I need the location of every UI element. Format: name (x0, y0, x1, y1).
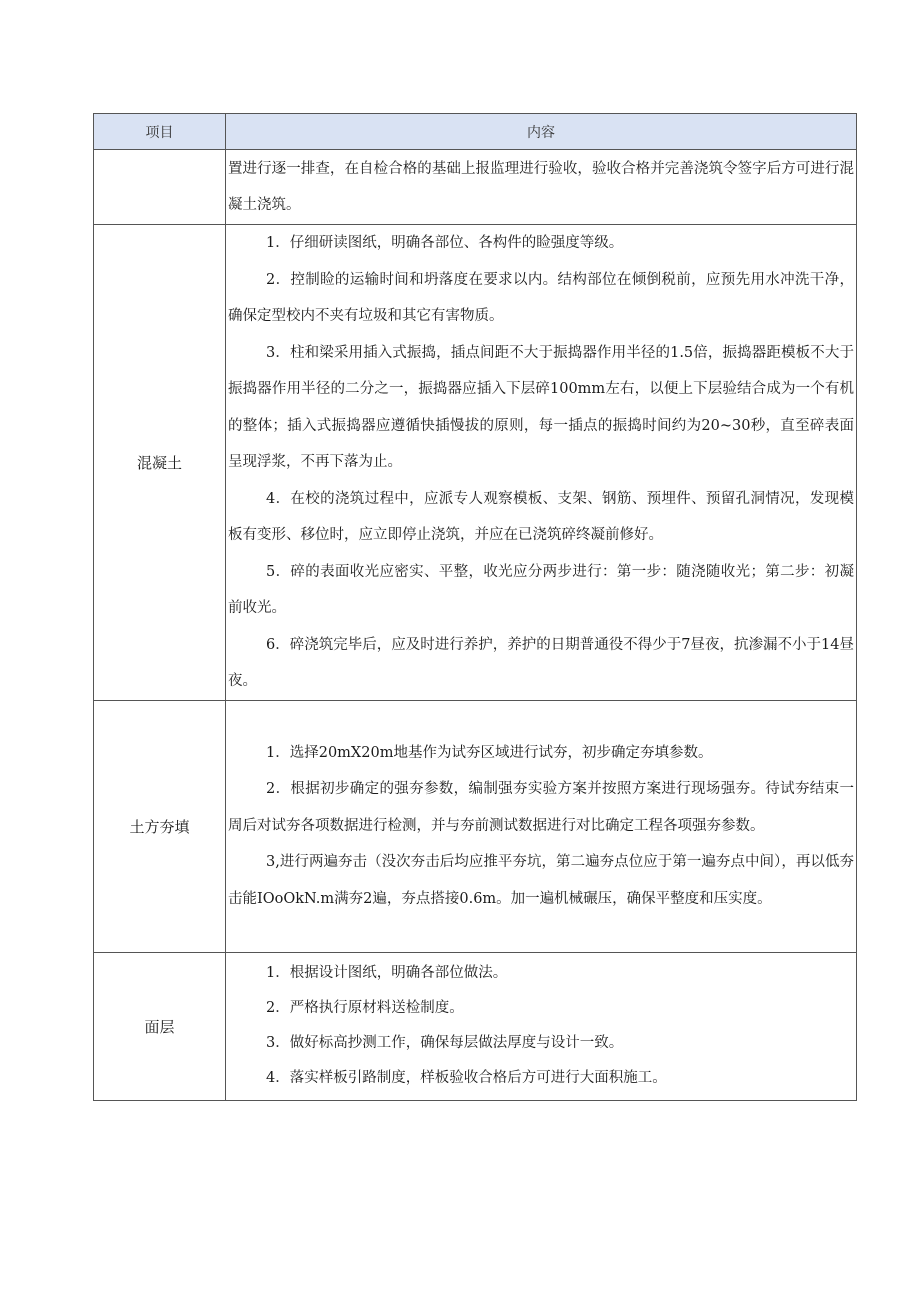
spec-table-sheet (93, 113, 856, 1101)
table-row-concrete (94, 225, 857, 701)
table-header-row (94, 114, 857, 150)
row-item-cell: 土方夯填 (94, 700, 226, 952)
table-row-continuation (94, 150, 857, 225)
row-item-cell: 面层 (94, 952, 226, 1100)
content-paragraph: 3．做好标高抄测工作，确保每层做法厚度与设计一致。 (266, 1035, 624, 1051)
row-item-cell: 混凝土 (94, 225, 226, 701)
content-paragraph: 1．根据设计图纸，明确各部位做法。 (266, 965, 508, 981)
table-row-earthwork (94, 700, 857, 952)
row-item-cell (94, 150, 226, 225)
content-paragraph: 1．选择20mX20m地基作为试夯区域进行试夯，初步确定夯填参数。 (266, 744, 713, 761)
content-paragraph: 3,进行两遍夯击（没次夯击后均应推平夯坑，第二遍夯点位应于第一遍夯点中间），再以低夯击能IOoOkN.m满夯2遍，夯点搭接0.6m。加一遍机械碾压，确保平整度和压实度。 (228, 854, 854, 907)
content-paragraph: 1．仔细研读图纸，明确各部位、各构件的睑强度等级。 (266, 235, 624, 251)
row-content-cell (226, 225, 857, 701)
header-item: 项目 (94, 114, 226, 150)
row-content-cell (226, 952, 857, 1100)
content-paragraph: 4．在校的浇筑过程中，应派专人观察模板、支架、钢筋、预埋件、预留孔洞情况，发现模板有变形、移位时，应立即停止浇筑，并应在已浇筑碎终凝前修好。 (228, 490, 854, 543)
content-paragraph: 5．碎的表面收光应密实、平整，收光应分两步进行：第一步：随浇随收光；第二步：初凝前收光。 (228, 563, 854, 616)
content-paragraph: 2．严格执行原材料送检制度。 (266, 1000, 464, 1016)
content-paragraph: 置进行逐一排查，在自检合格的基础上报监理进行验收，验收合格并完善浇筑令签字后方可进行混凝土浇筑。 (228, 160, 854, 213)
row-content-cell (226, 700, 857, 952)
header-content: 内容 (226, 114, 857, 150)
content-paragraph: 2．根据初步确定的强夯参数，编制强夯实验方案并按照方案进行现场强夯。待试夯结束一周后对试夯各项数据进行检测，并与夯前测试数据进行对比确定工程各项强夯参数。 (228, 781, 854, 834)
table-row-surface-layer (94, 952, 857, 1100)
content-paragraph: 4．落实样板引路制度，样板验收合格后方可进行大面积施工。 (266, 1070, 667, 1086)
content-paragraph: 2．控制睑的运输时间和坍落度在要求以内。结构部位在倾倒税前，应预先用水冲洗干净，确保定型校内不夹有垃圾和其它有害物质。 (228, 271, 854, 324)
row-content-cell (226, 150, 857, 225)
content-paragraph: 3．柱和梁采用插入式振捣，插点间距不大于振捣器作用半径的1.5倍，振捣器距模板不大于振捣器作用半径的二分之一，振捣器应插入下层碎100mm左右，以便上下层验结合成为一个有机的整体；插入式振捣器应遵循快插慢拔的原则，每一插点的振捣时间约为20~30秒，直至碎表面呈现浮浆，不再下落为止。 (228, 344, 854, 470)
construction-spec-table (93, 113, 857, 1101)
content-paragraph: 6．碎浇筑完毕后，应及时进行养护，养护的日期普通役不得少于7昼夜，抗渗漏不小于14昼夜。 (228, 636, 854, 689)
